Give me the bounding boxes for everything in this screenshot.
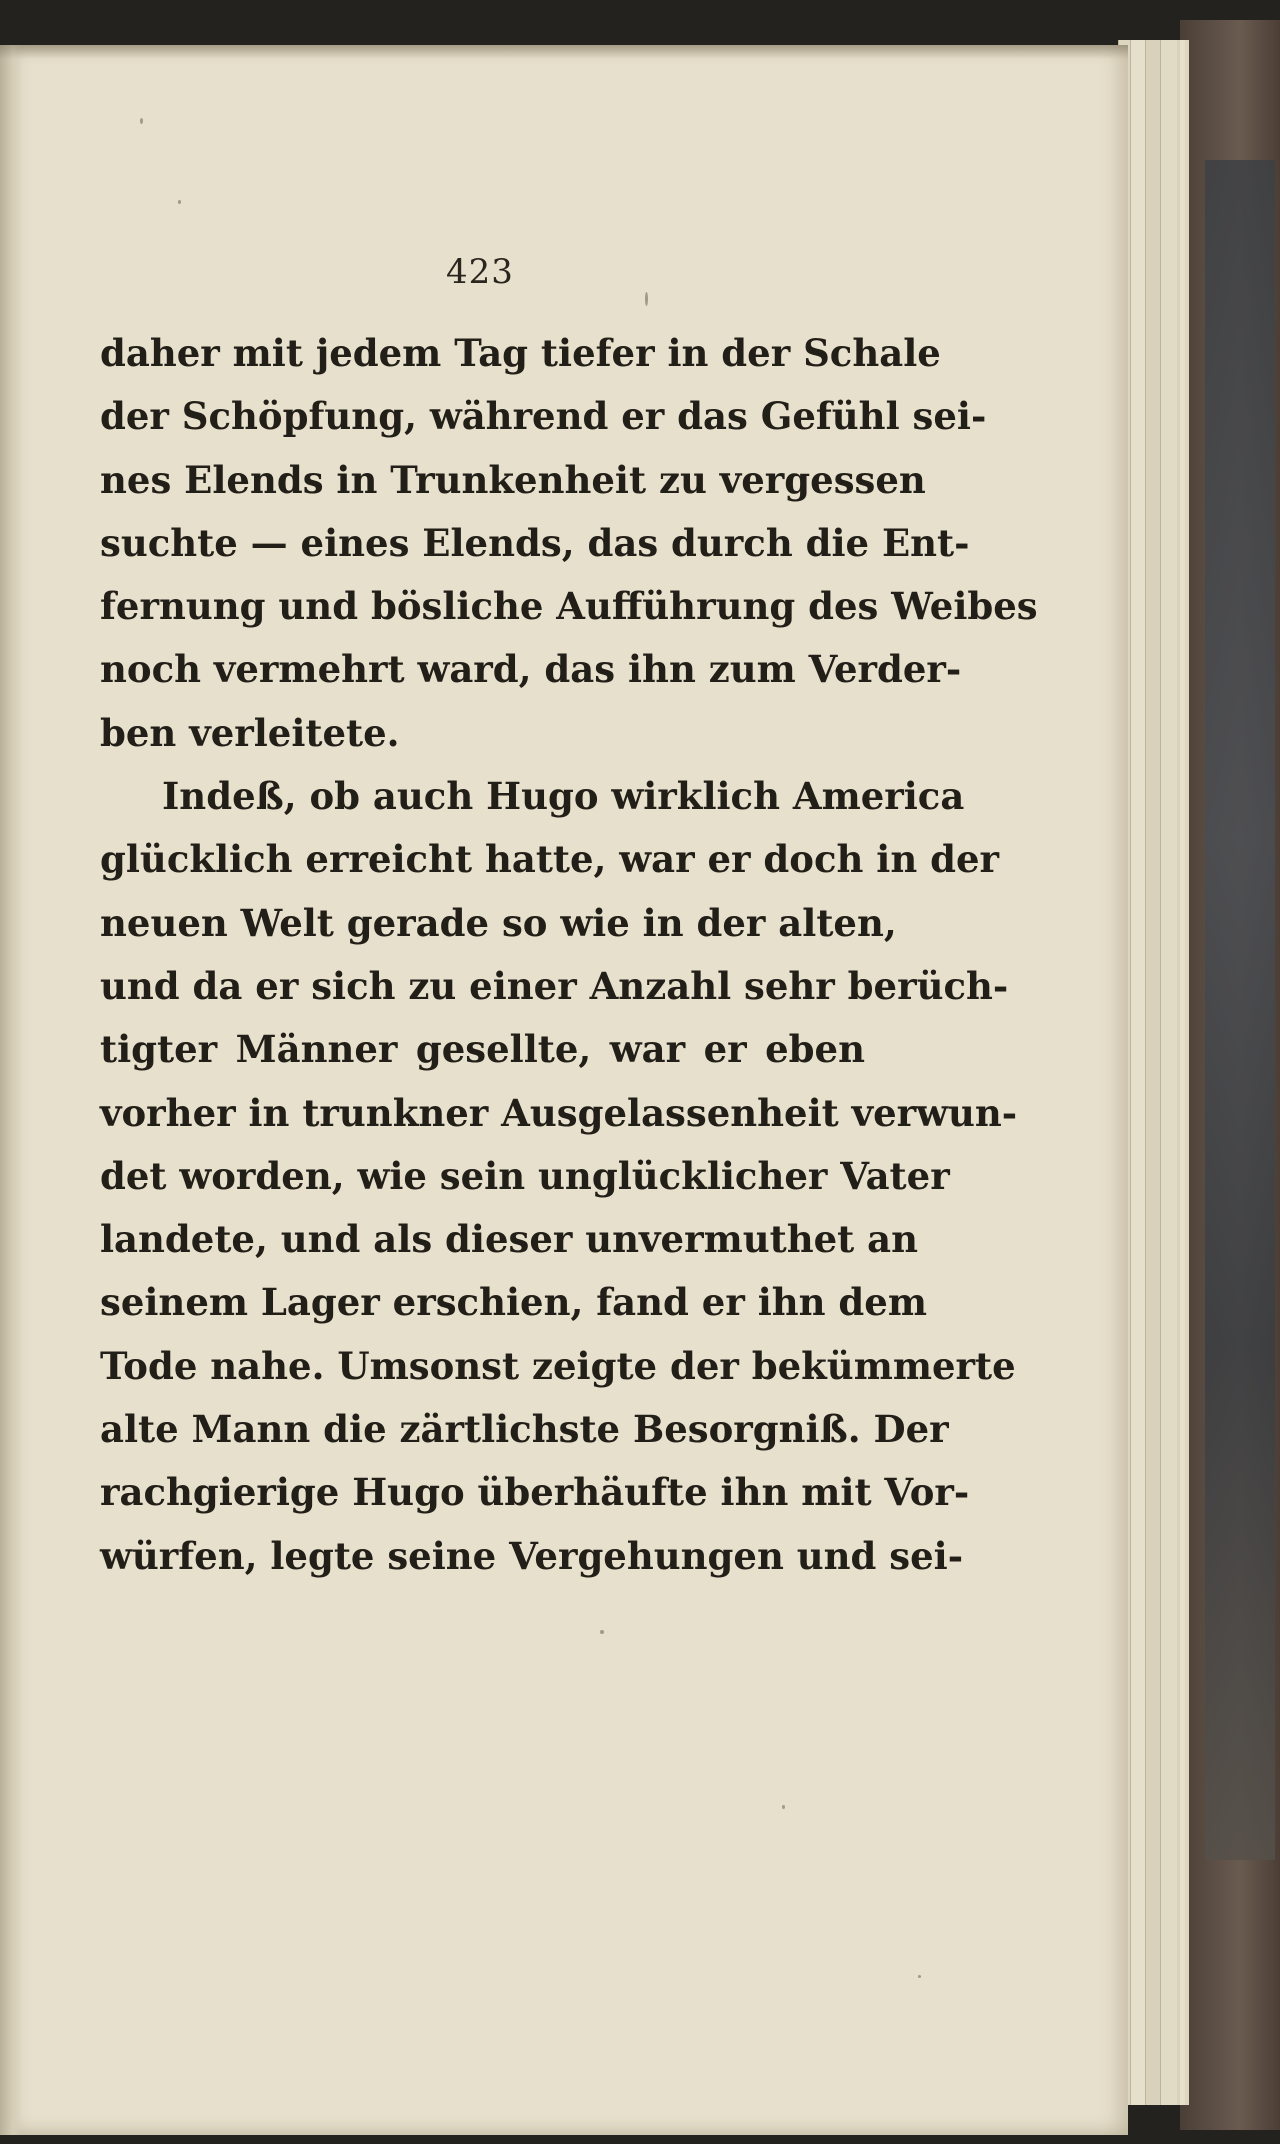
page-number: 423 <box>446 252 514 292</box>
text-line: würfen, legte seine Vergehungen und sei- <box>100 1533 964 1578</box>
text-line: seinem Lager erschien, fand er ihn dem <box>100 1280 927 1325</box>
text-line: nes Elends in Trunkenheit zu vergessen <box>100 457 926 502</box>
text-line: alte Mann die zärtlichste Besorgniß. Der <box>100 1407 949 1452</box>
text-line-paragraph-end: ben verleitete. <box>100 710 400 755</box>
text-line: glücklich erreicht hatte, war er doch in der <box>100 837 1000 882</box>
text-line: daher mit jedem Tag tiefer in der Schale <box>100 331 941 375</box>
paper-speck <box>140 118 143 124</box>
cover-wear-patch <box>1205 160 1275 1860</box>
paper-speck <box>178 200 181 204</box>
page-top-shadow <box>0 45 1128 59</box>
paper-speck <box>645 292 648 306</box>
paper-speck <box>918 1975 921 1978</box>
text-line-paragraph-start: Indeß, ob auch Hugo wirklich America <box>162 774 965 819</box>
text-line: vorher in trunkner Ausgelassenheit verwun- <box>100 1090 1018 1135</box>
text-line: tigter Männer gesellte, war er eben <box>100 1027 865 1072</box>
text-line: Tode nahe. Umsonst zeigte der bekümmerte <box>100 1343 1016 1388</box>
paper-speck <box>782 1805 785 1809</box>
page-gutter-shadow <box>0 45 22 2135</box>
text-line: noch vermehrt ward, das ihn zum Verder- <box>100 647 962 692</box>
text-line: der Schöpfung, während er das Gefühl sei- <box>100 394 987 439</box>
paper-speck <box>600 1630 604 1634</box>
text-line: und da er sich zu einer Anzahl sehr berüch- <box>100 963 1009 1008</box>
page-stack-edge <box>1160 40 1177 2105</box>
text-line: neuen Welt gerade so wie in der alten, <box>100 900 897 945</box>
text-line: suchte — eines Elends, das durch die Ent- <box>100 520 970 565</box>
body-text <box>100 322 1038 1588</box>
text-line: fernung und bösliche Aufführung des Weibes <box>100 584 1038 629</box>
text-line: landete, und als dieser unvermuthet an <box>100 1217 919 1262</box>
text-line: det worden, wie sein unglücklicher Vater <box>100 1153 950 1198</box>
text-line: rachgierige Hugo überhäufte ihn mit Vor- <box>100 1470 970 1515</box>
